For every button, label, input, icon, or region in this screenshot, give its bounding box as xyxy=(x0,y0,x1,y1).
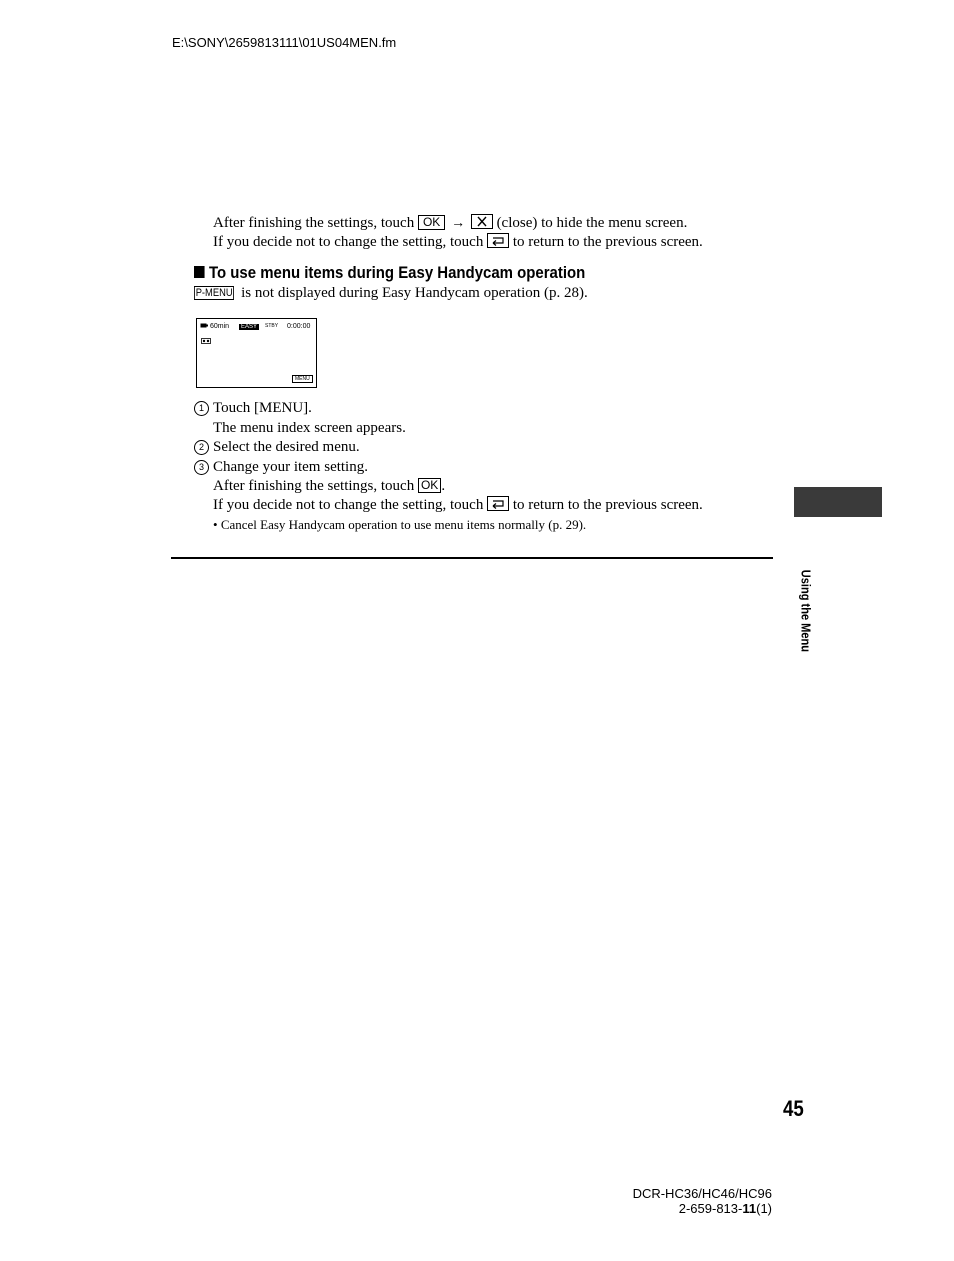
close-icon xyxy=(471,214,493,229)
page-number: 45 xyxy=(783,1096,804,1121)
status-indicator: STBY xyxy=(265,323,279,329)
part-number xyxy=(679,1201,772,1216)
step-3-sub-2-text-b: to return to the previous screen. xyxy=(512,497,703,513)
arrow-icon: → xyxy=(451,216,466,231)
step-3-sub-2 xyxy=(213,496,703,515)
chapter-tab xyxy=(794,487,882,517)
step-1-text: Touch [MENU]. xyxy=(213,400,312,416)
step-3 xyxy=(194,458,368,477)
step-2-number: 2 xyxy=(194,440,209,455)
intro-line-2-text-b: to return to the previous screen. xyxy=(512,234,703,250)
pmenu-icon: P-MENU xyxy=(195,287,233,299)
lcd-screen-illustration xyxy=(196,318,317,388)
battery-time: 60min xyxy=(209,323,230,330)
intro-line-2 xyxy=(213,233,703,252)
easy-indicator xyxy=(239,323,259,331)
step-1-sub: The menu index screen appears. xyxy=(213,420,406,436)
intro-line-1-text-b: (close) to hide the menu screen. xyxy=(496,215,688,231)
step-3-number: 3 xyxy=(194,460,209,475)
part-number-bold: 11 xyxy=(742,1201,757,1216)
step-3-sub-1-text: After finishing the settings, touch xyxy=(213,478,415,494)
return-icon xyxy=(487,496,509,511)
ok-button-icon: OK xyxy=(418,215,445,230)
intro-line-1 xyxy=(213,214,687,233)
part-number-prefix: 2-659-813- xyxy=(678,1201,743,1216)
file-path: E:\SONY\2659813111\01US04MEN.fm xyxy=(172,35,397,50)
menu-button-label: MENU xyxy=(292,375,313,383)
step-3-sub-1: After finishing the settings, touch OK . xyxy=(213,478,446,494)
section-heading xyxy=(194,263,585,283)
step-3-text: Change your item setting. xyxy=(213,459,368,475)
step-1 xyxy=(194,399,312,418)
heading-square-icon xyxy=(194,266,205,278)
chapter-tab-label: Using the Menu xyxy=(798,569,814,653)
section-divider xyxy=(171,557,773,559)
bullet-note xyxy=(213,517,586,533)
step-3-sub-2-text-a: If you decide not to change the setting, touch xyxy=(213,497,484,513)
battery-indicator xyxy=(200,323,229,331)
intro-line-2-text-a: If you decide not to change the setting, touch xyxy=(213,234,484,250)
step-1-number: 1 xyxy=(194,401,209,416)
easy-badge: EASY xyxy=(241,324,258,330)
part-number-suffix: (1) xyxy=(756,1201,772,1216)
intro-line-1-text-a: After finishing the settings, touch xyxy=(213,215,415,231)
tape-icon xyxy=(201,338,211,347)
pmenu-note xyxy=(194,284,588,303)
menu-button-illustration xyxy=(292,375,313,383)
step-2-text: Select the desired menu. xyxy=(213,439,360,455)
bullet-mark: • xyxy=(213,517,218,532)
model-number: DCR-HC36/HC46/HC96 xyxy=(632,1186,772,1201)
step-2 xyxy=(194,438,360,457)
time-counter: 0:00:00 xyxy=(287,323,311,330)
section-heading-text: To use menu items during Easy Handycam operation xyxy=(208,263,586,282)
pmenu-note-text: is not displayed during Easy Handycam operation (p. 28). xyxy=(241,285,588,301)
ok-button-icon: OK xyxy=(418,478,441,493)
battery-icon xyxy=(200,323,208,328)
bullet-text: Cancel Easy Handycam operation to use menu items normally (p. 29). xyxy=(220,517,587,532)
return-icon xyxy=(487,233,509,248)
